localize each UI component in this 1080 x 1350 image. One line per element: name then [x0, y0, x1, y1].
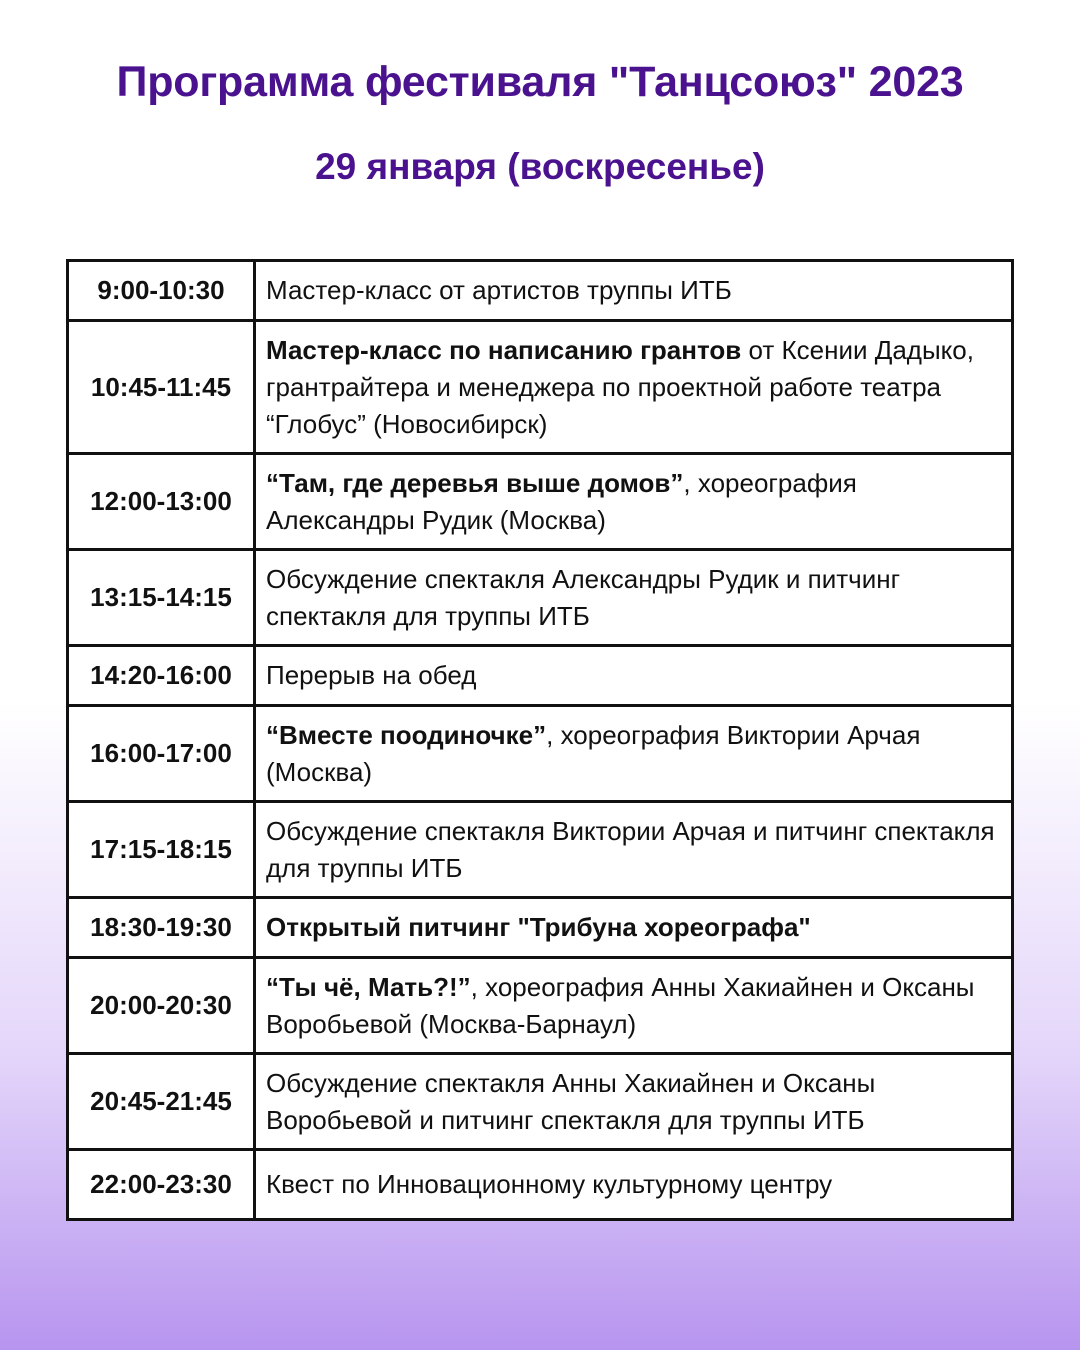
event-cell	[255, 958, 1013, 1054]
time-cell: 20:45-21:45	[68, 1054, 255, 1150]
time-cell: 16:00-17:00	[68, 706, 255, 802]
table-row	[68, 550, 1013, 646]
date-subtitle: 29 января (воскресенье)	[315, 146, 765, 187]
time-cell: 14:20-16:00	[68, 646, 255, 706]
event-cell	[255, 550, 1013, 646]
table-row	[68, 1150, 1013, 1220]
table-row	[68, 261, 1013, 321]
event-title: Открытый питчинг "Трибуна хореографа"	[266, 912, 811, 942]
table-row	[68, 958, 1013, 1054]
event-cell	[255, 1054, 1013, 1150]
event-cell	[255, 706, 1013, 802]
event-cell	[255, 802, 1013, 898]
event-title: “Там, где деревья выше домов”	[266, 467, 684, 498]
table-row	[68, 898, 1013, 958]
time-cell: 18:30-19:30	[68, 898, 255, 958]
time-cell: 13:15-14:15	[68, 550, 255, 646]
time-cell: 12:00-13:00	[68, 454, 255, 550]
event-text: , хореография Анны Хакиайнен и Оксаны Воробьевой (Москва-Барнаул)	[266, 971, 975, 1039]
event-text: Мастер-класс от артистов труппы ИТБ	[266, 275, 732, 305]
time-cell: 9:00-10:30	[68, 261, 255, 321]
event-text: Обсуждение спектакля Виктории Арчая и питчинг спектакля для труппы ИТБ	[266, 815, 995, 883]
event-cell	[255, 1150, 1013, 1220]
event-cell	[255, 261, 1013, 321]
table-row	[68, 321, 1013, 454]
event-title: “Вместе поодиночке”	[266, 719, 547, 750]
table-row	[68, 454, 1013, 550]
event-text: от Ксении Дадыко, грантрайтера и менеджера по проектной работе театра “Глобус” (Новосибирск)	[266, 334, 974, 439]
schedule-table	[66, 259, 1014, 1221]
table-row	[68, 1054, 1013, 1150]
page-title: Программа фестиваля "Танцсоюз" 2023	[116, 58, 964, 106]
event-cell	[255, 454, 1013, 550]
table-row	[68, 802, 1013, 898]
table-row	[68, 646, 1013, 706]
time-cell: 20:00-20:30	[68, 958, 255, 1054]
event-title: “Ты чё, Мать?!”	[266, 971, 471, 1002]
event-text: Квест по Инновационному культурному центру	[266, 1169, 833, 1199]
event-cell	[255, 898, 1013, 958]
event-text: , хореография Александры Рудик (Москва)	[266, 467, 857, 535]
time-cell: 10:45-11:45	[68, 321, 255, 454]
event-cell	[255, 321, 1013, 454]
time-cell: 22:00-23:30	[68, 1150, 255, 1220]
time-cell: 17:15-18:15	[68, 802, 255, 898]
event-text: Обсуждение спектакля Анны Хакиайнен и Оксаны Воробьевой и питчинг спектакля для труппы ИТБ	[266, 1067, 876, 1135]
event-cell	[255, 646, 1013, 706]
event-text: Обсуждение спектакля Александры Рудик и питчинг спектакля для труппы ИТБ	[266, 563, 901, 631]
event-text: , хореография Виктории Арчая (Москва)	[266, 719, 921, 787]
event-text: Перерыв на обед	[266, 660, 477, 690]
event-title: Мастер-класс по написанию грантов	[266, 334, 742, 365]
table-row	[68, 706, 1013, 802]
